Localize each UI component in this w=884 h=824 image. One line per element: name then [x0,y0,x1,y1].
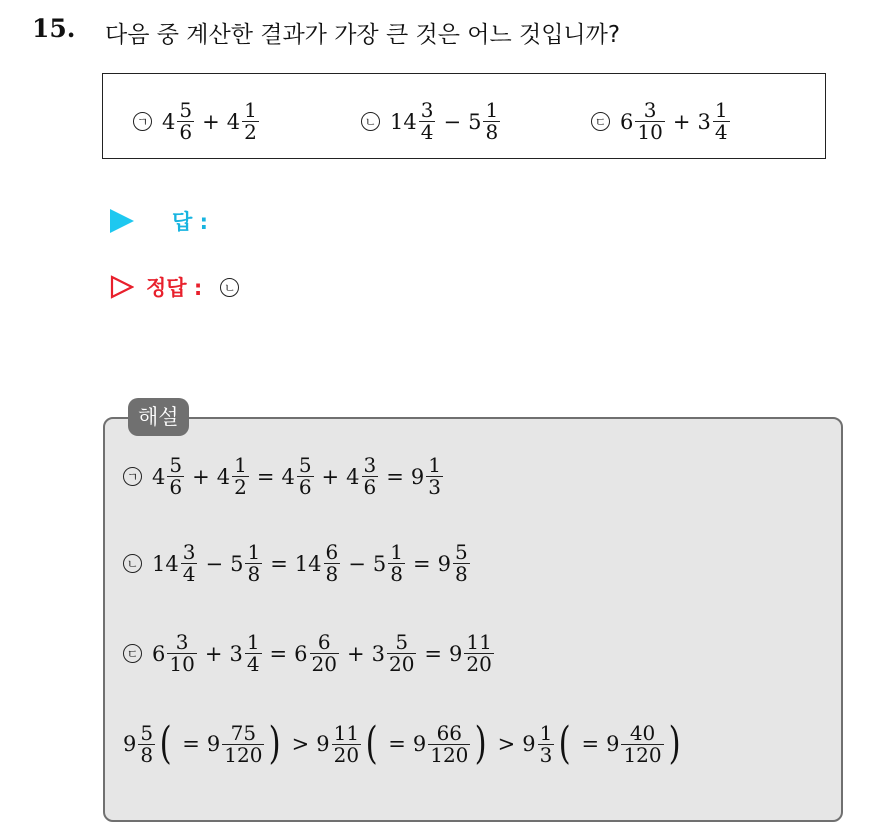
mixed-number [294,632,340,675]
denominator: 8 [140,742,154,767]
mixed-number [411,455,444,498]
fraction [245,632,262,675]
operator: > [291,732,310,756]
mixed-number [372,632,418,675]
numerator: 6 [317,630,331,654]
right-paren: ) [269,718,282,769]
mixed-number [468,100,501,143]
operator: = [388,732,406,756]
left-paren: ( [159,718,172,769]
operator: = [424,641,443,666]
answer-triangle-icon [110,209,134,233]
denominator: 6 [169,475,183,499]
mixed-number [373,542,406,585]
mixed-number [152,632,198,675]
question-text: 다음 중 계산한 결과가 가장 큰 것은 어느 것입니까? [105,22,621,48]
solution-line-2 [123,542,471,585]
whole-part: 9 [412,732,427,756]
whole-part: 9 [123,732,137,756]
numerator: 11 [466,630,492,654]
fraction [635,100,664,143]
whole-part: 9 [206,732,221,756]
mixed-number [606,720,665,767]
correct-answer-marker: ㄴ [220,278,239,297]
whole-part: 9 [316,732,330,756]
denominator: 8 [325,562,339,586]
whole-part: 9 [437,551,451,576]
mixed-number [217,455,250,498]
mixed-number [438,542,471,585]
correct-triangle-icon [110,275,134,299]
choice-3 [591,100,731,143]
mixed-number [227,100,260,143]
solution-line-3 [123,632,495,675]
answer-label: 답 : [172,210,208,234]
correct-answer-label: 정답 : [146,276,203,300]
mixed-number [390,100,436,143]
mixed-number [229,632,262,675]
fraction [362,455,379,498]
denominator: 8 [390,562,403,586]
operator: + [202,109,220,134]
numerator: 1 [390,540,403,564]
operator: + [346,641,365,666]
numerator: 5 [454,540,468,564]
mixed-number [162,100,195,143]
numerator: 1 [539,720,553,745]
whole-part: 5 [230,551,244,576]
denominator: 20 [333,742,360,767]
numerator: 11 [333,720,360,745]
correct-answer-value [220,277,249,298]
solution-tag: 해설 [128,398,189,436]
denominator: 20 [466,652,492,676]
fraction [428,720,470,767]
numerator: 3 [420,98,434,122]
numerator: 5 [140,720,154,745]
whole-part: 4 [216,464,231,489]
numerator: 5 [179,98,193,122]
numerator: 1 [234,453,247,477]
numerator: 3 [175,630,189,654]
numerator: 3 [363,453,377,477]
mixed-number [697,100,730,143]
solution-line-1 [123,455,444,498]
numerator: 5 [169,453,183,477]
numerator: 6 [325,540,339,564]
fraction [419,100,436,143]
fraction [387,632,416,675]
operator: = [256,464,275,489]
denominator: 20 [311,652,337,676]
denominator: 3 [428,475,441,499]
left-paren: ( [558,718,571,769]
denominator: 3 [539,742,553,767]
mixed-number [346,455,379,498]
whole-part: 5 [468,109,482,134]
fraction [464,632,493,675]
fraction [167,455,184,498]
operator: + [192,464,210,489]
mixed-number [620,100,666,143]
operator: = [269,641,288,666]
numerator: 66 [436,720,463,745]
whole-part: 5 [372,551,387,576]
denominator: 8 [485,120,499,144]
fraction [177,100,194,143]
whole-part: 4 [226,109,241,134]
answer-row [110,206,208,236]
mixed-number [123,720,156,767]
operator: − [348,551,366,576]
denominator: 2 [244,120,257,144]
fraction [324,542,341,585]
whole-part: 14 [390,109,417,134]
mixed-number [412,720,472,767]
denominator: 20 [388,652,415,676]
mixed-number [295,542,341,585]
numerator: 1 [714,98,728,122]
operator: + [321,464,340,489]
solution-comparison [123,718,684,769]
numerator: 40 [629,720,656,745]
fraction [222,720,264,767]
operator: = [386,464,404,489]
whole-part: 9 [449,641,463,666]
operator: − [205,551,224,576]
mixed-number [522,720,555,767]
operator: − [443,109,462,134]
mixed-number [152,542,198,585]
choice-marker: ㄴ [361,112,380,131]
denominator: 120 [623,742,662,767]
whole-part: 6 [152,641,166,666]
operator: = [270,551,288,576]
denominator: 2 [234,475,247,499]
mixed-number [316,720,362,767]
whole-part: 14 [152,551,179,576]
numerator: 1 [428,453,441,477]
mixed-number [152,455,185,498]
choice-1 [133,100,260,143]
fraction [713,100,730,143]
fraction [621,720,663,767]
fraction [538,720,555,767]
operator: = [182,732,200,756]
whole-part: 3 [371,641,385,666]
numerator: 1 [244,98,257,122]
mixed-number [449,632,495,675]
solution-marker: ㄷ [123,644,142,663]
denominator: 6 [298,475,312,499]
whole-part: 6 [294,641,308,666]
right-paren: ) [474,718,488,769]
denominator: 6 [363,475,377,499]
fraction [297,455,314,498]
whole-part: 4 [162,109,176,134]
fraction [245,542,262,585]
numerator: 1 [247,540,261,564]
denominator: 4 [182,562,196,586]
whole-part: 3 [697,109,711,134]
choice-marker: ㄱ [133,112,152,131]
numerator: 1 [485,98,499,122]
denominator: 4 [246,652,260,676]
operator: + [204,641,223,666]
denominator: 6 [179,120,193,144]
numerator: 5 [395,630,409,654]
mixed-number [206,720,266,767]
numerator: 5 [298,453,312,477]
denominator: 10 [169,652,195,676]
left-paren: ( [365,718,378,769]
numerator: 3 [643,98,657,122]
operator: > [497,732,516,756]
whole-part: 9 [522,732,536,756]
mixed-number [281,455,314,498]
fraction [310,632,339,675]
denominator: 120 [430,742,469,767]
choice-2 [361,100,501,143]
numerator: 1 [246,630,260,654]
denominator: 4 [420,120,434,144]
fraction [426,455,443,498]
choice-marker: ㄷ [591,112,610,131]
fraction [167,632,196,675]
denominator: 4 [714,120,728,144]
operator: = [412,551,431,576]
denominator: 120 [224,742,263,767]
whole-part: 6 [620,109,634,134]
solution-marker: ㄴ [123,554,142,573]
numerator: 75 [230,720,257,745]
whole-part: 4 [152,464,166,489]
question-number: 15. [32,14,76,43]
solution-marker: ㄱ [123,467,142,486]
whole-part: 9 [606,732,620,756]
whole-part: 14 [294,551,322,576]
mixed-number [230,542,263,585]
fraction [388,542,405,585]
operator: + [672,109,691,134]
denominator: 8 [454,562,468,586]
fraction [232,455,249,498]
fraction [242,100,259,143]
fraction [138,720,155,767]
fraction [181,542,198,585]
denominator: 8 [247,562,261,586]
whole-part: 4 [346,464,360,489]
choices-box [102,73,826,159]
numerator: 3 [182,540,196,564]
fraction [332,720,361,767]
fraction [483,100,500,143]
right-paren: ) [668,718,681,769]
fraction [453,542,470,585]
whole-part: 9 [410,464,425,489]
whole-part: 3 [229,641,243,666]
denominator: 10 [637,120,663,144]
whole-part: 4 [281,464,295,489]
operator: = [581,732,600,756]
correct-answer-row [110,272,249,302]
